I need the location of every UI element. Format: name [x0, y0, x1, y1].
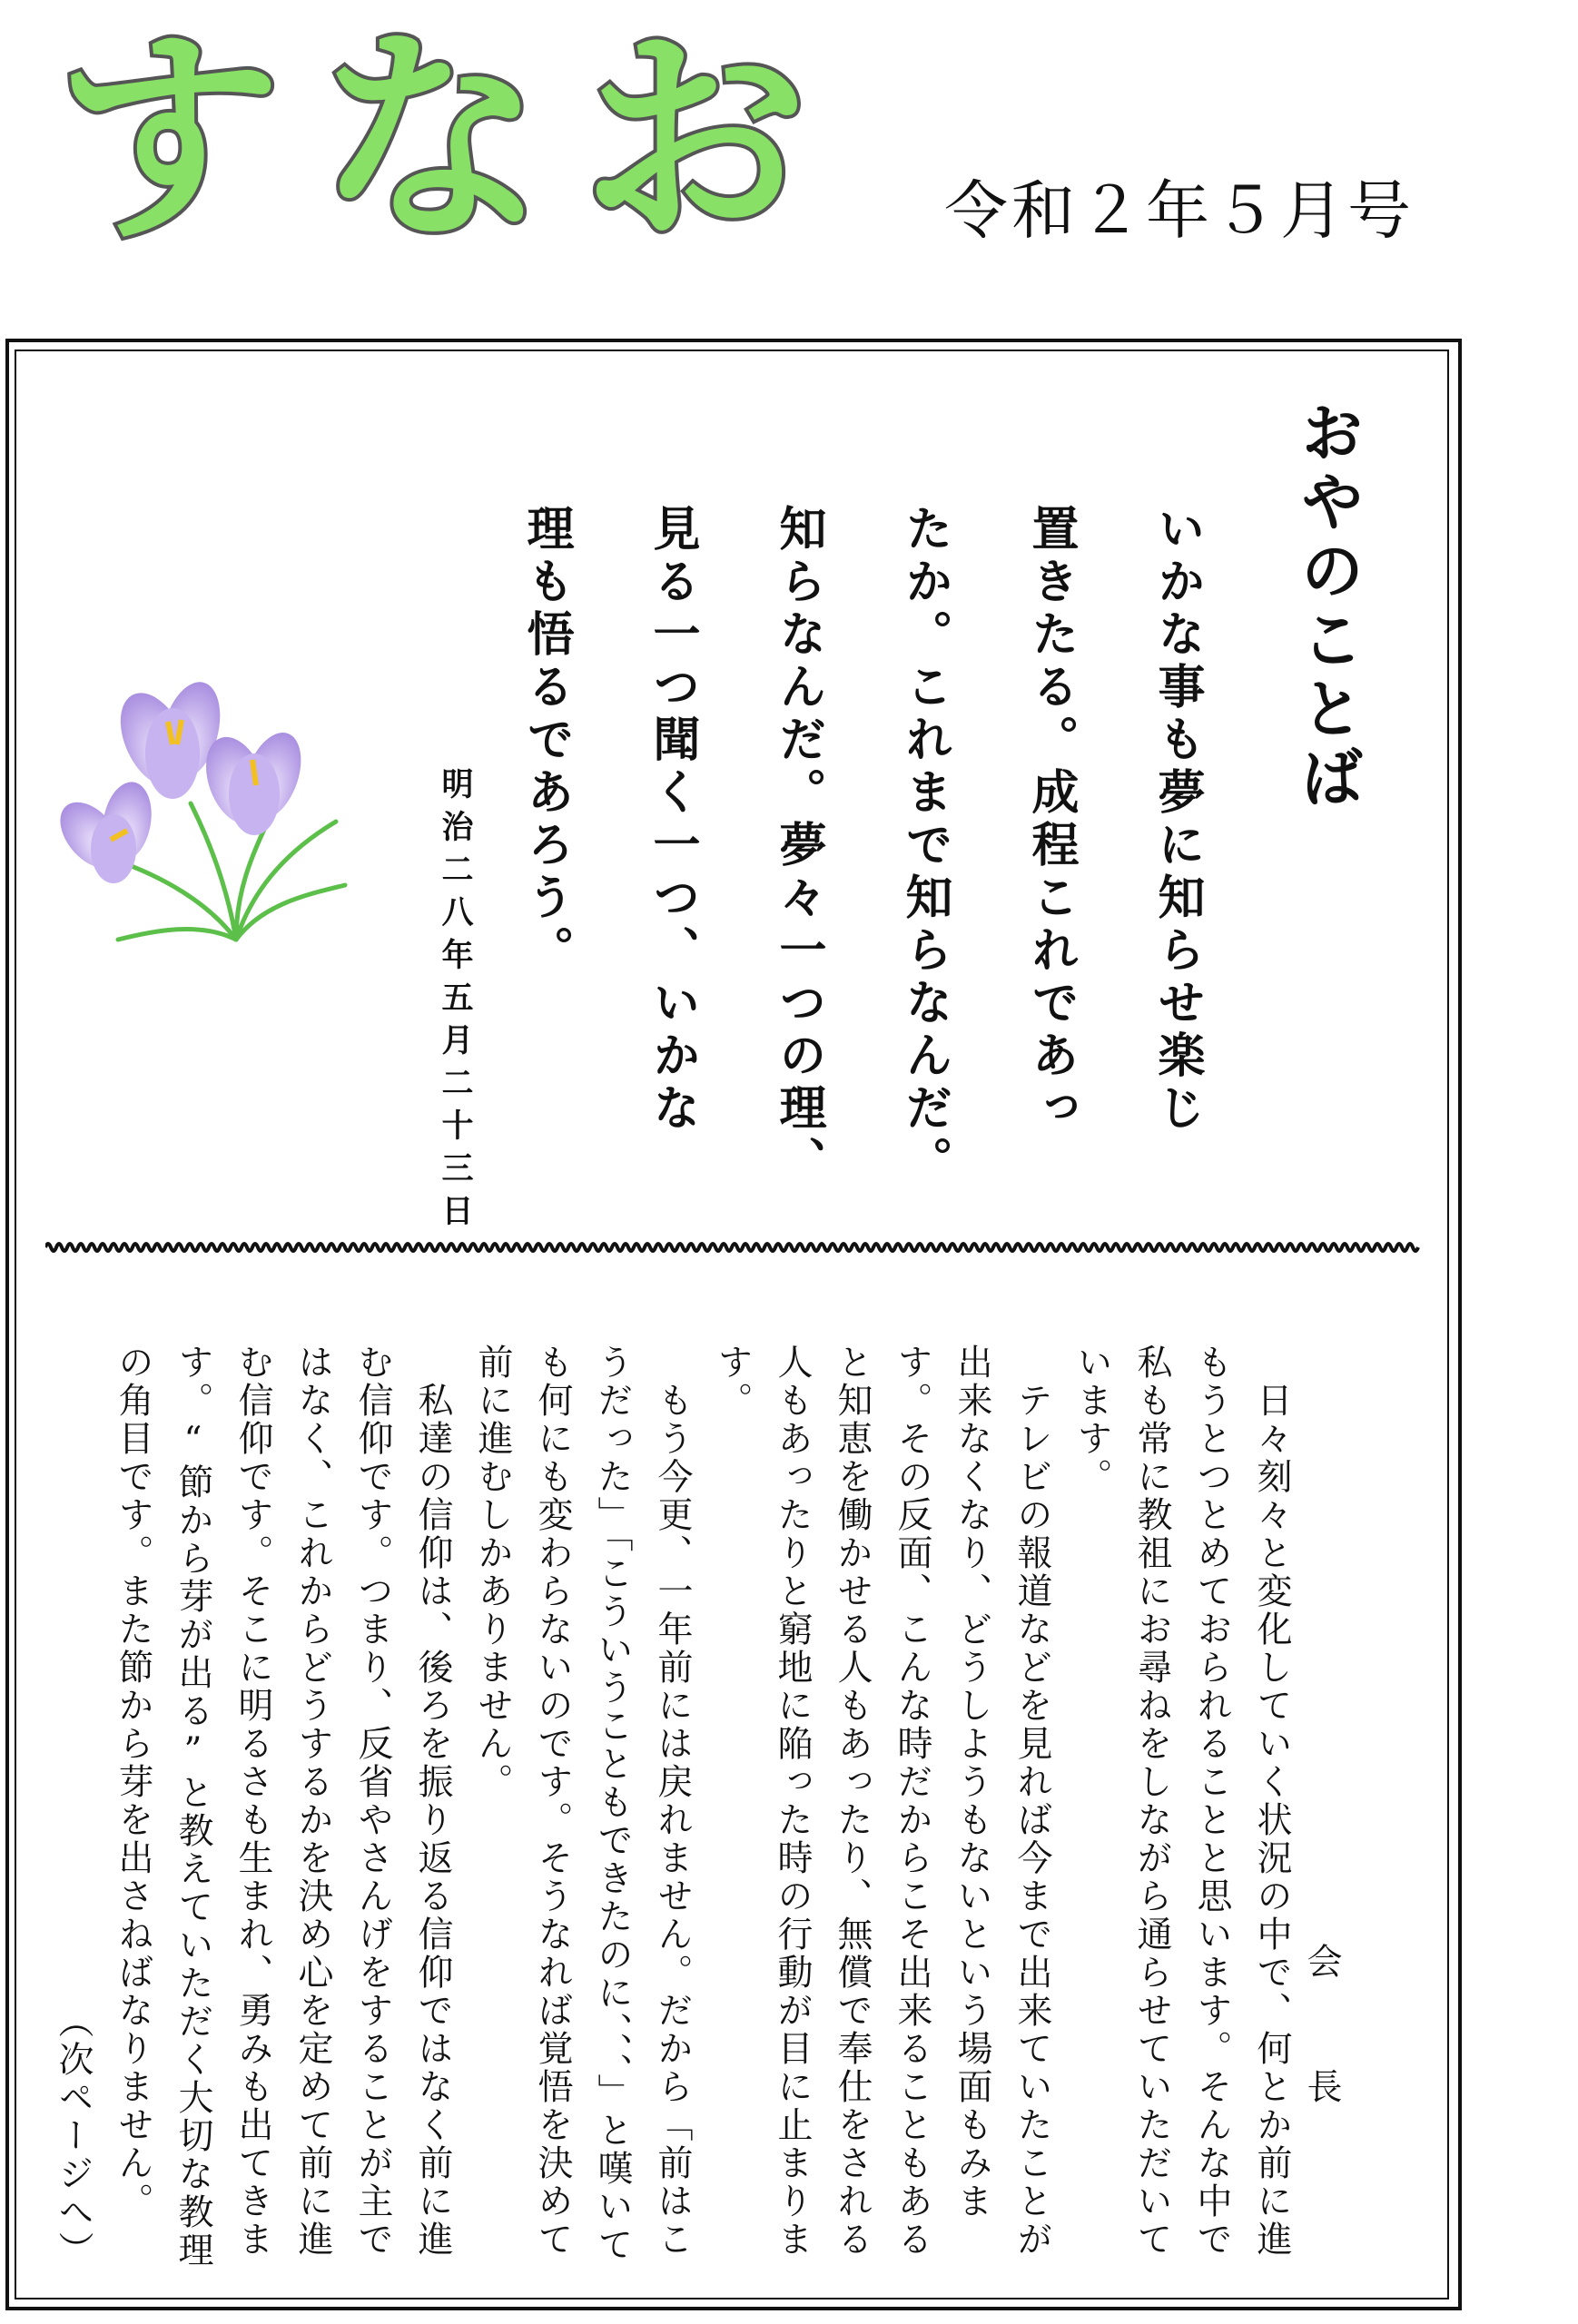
essay-paragraph: 私達の信仰は、後ろを振り返る信仰ではなく前に進む信仰です。つまり、反省やさんげをすることが主ではなく、これからどうするかを決め心を定めて前に進む信仰です。そこに明るさも生まれ、勇みも出てきます。“節から芽が出る”と教えていただく大切な教理の角目です。また節から芽を出さねばなりません。: [113, 1344, 453, 2270]
wavy-divider: [45, 1238, 1425, 1256]
oyanokotoba-line: 理も悟るであろう。: [518, 504, 574, 978]
crocus-illustration: [54, 676, 354, 949]
essay-paragraph: もう今更、一年前には戻れません。だから「前はこうだった」「こういうこともできたのに、、、」と嘆いても何にも変わらないのです。そうなれば覚悟を決めて前に進むしかありません。: [472, 1344, 693, 2264]
oyanokotoba-line: 置きたる。成程これであっ: [1023, 504, 1079, 1136]
oyanokotoba-line: たか。これまで知らなんだ。: [897, 504, 952, 1188]
oyanokotoba-body: [483, 504, 1240, 1248]
essay-continued: （次ページへ）: [53, 2003, 94, 2270]
oyanokotoba-date: 明治二八年五月二十三日: [437, 767, 474, 1236]
essay-author: 会 長: [1301, 1943, 1342, 2131]
masthead-title: すなお: [54, 7, 844, 271]
essay-paragraph: テレビの報道などを見れば今まで出来ていたことが出来なくなり、どうしようもないという場面もみます。その反面、こんな時だからこそ出来ることもあると知恵を働かせる人もあったり、無償で奉仕をされる人もあったりと窮地に陥った時の行動が目に止まります。: [712, 1344, 1052, 2259]
oyanokotoba-line: いかな事も夢に知らせ楽じ: [1149, 504, 1205, 1136]
essay-paragraph: 日々刻々と変化していく状況の中で、何とか前に進もうとつとめておられることと思います。そんな中で私も常に教祖にお尋ねをしながら通らせていただいています。: [1071, 1344, 1292, 2259]
masthead: [54, 0, 962, 272]
essay-body: [43, 1344, 1301, 2270]
masthead-title-graphic: [54, 0, 962, 272]
oyanokotoba-line: 見る一つ聞く一つ、いかな: [645, 504, 700, 1136]
oyanokotoba-title: おやのことば: [1290, 399, 1366, 813]
issue-label: 令和２年５月号: [944, 173, 1415, 248]
oyanokotoba-line: 知らなんだ。夢々一つの理、: [771, 504, 826, 1188]
